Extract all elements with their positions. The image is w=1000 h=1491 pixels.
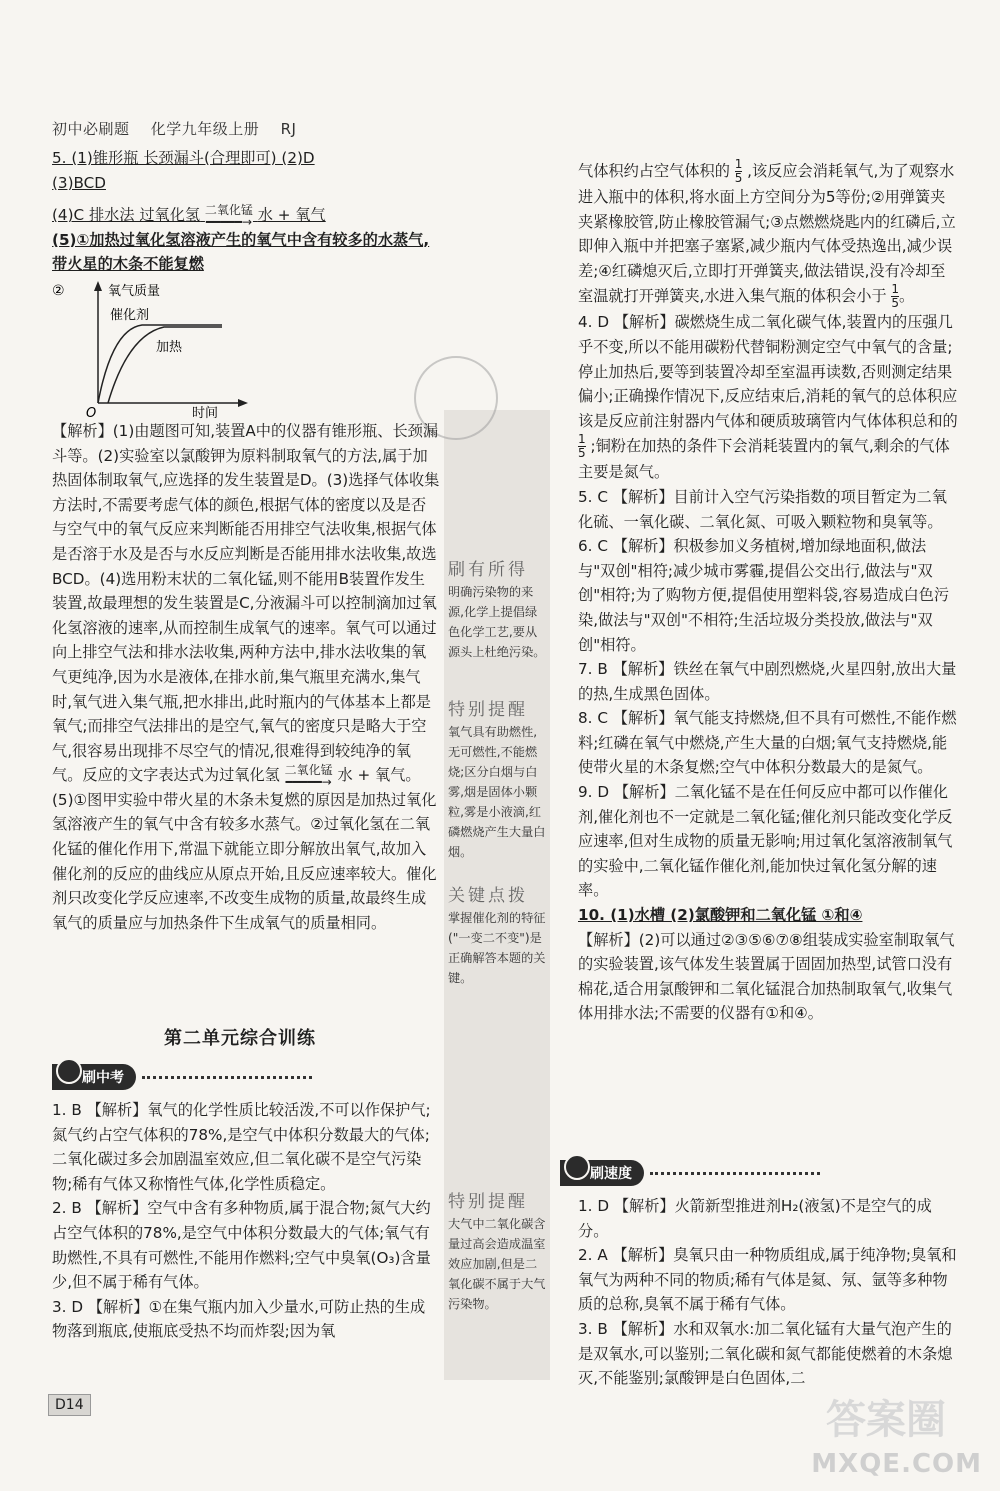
side-note-2 (448, 700, 548, 862)
origin-label: O (86, 405, 97, 419)
q5-answer-line3 (52, 203, 440, 228)
watermark-logo: 答案圈 (826, 1397, 946, 1443)
right-column (578, 158, 958, 1026)
fraction-one-fifth-3 (578, 433, 586, 460)
side-note-4 (448, 1192, 548, 1314)
y-axis-label: 氧气质量 (108, 283, 161, 299)
speed-answers (578, 1194, 958, 1391)
q5-analysis (52, 419, 440, 935)
catalyst-label: 二氧化锰 (204, 202, 253, 217)
tag-label: 刷速度 (560, 1160, 644, 1186)
analysis-catalyst: 二氧化锰 (284, 762, 333, 777)
oxygen-graph (52, 279, 440, 419)
q3-continued (578, 158, 958, 310)
frac-num: 1 (578, 432, 586, 447)
note-text: 大气中二氧化碳含量过高会造成温室效应加剧,但是二氧化碳不属于大气污染物。 (448, 1217, 546, 1311)
tag-label: 刷中考 (52, 1064, 136, 1090)
frac-num: 1 (734, 157, 743, 171)
speed-answer-1: 1. D 【解析】火箭新型推进剂H₂(液氢)不是空气的成分。 (578, 1197, 932, 1240)
q3-text-b: ,该反应会消耗氧气,为了观察水进入瓶中的体积,将水面上方空间分为5等份;②用弹簧夹夹紧橡胶管,防止橡胶管漏气;③点燃燃烧匙内的红磷后,立即伸入瓶中并把塞子塞紧,减少瓶内气体受热逸出,减少误差;④红磷熄灭后,立即打开弹簧夹,做法错误,没有冷却至室温就打开弹簧夹,水进入集气瓶的体积会小于 (578, 162, 956, 306)
section-tag-speed (560, 1160, 820, 1186)
catalyst-curve (98, 325, 222, 403)
side-note-1 (448, 560, 548, 662)
q4-text-b: ;铜粉在加热的条件下会消耗装置内的氧气,剩余的气体主要是氮气。 (578, 437, 950, 482)
exam-answers (52, 1098, 440, 1344)
answer-7: 7. B 【解析】铁丝在氧气中剧烈燃烧,火星四射,放出大量的热,生成黑色固体。 (578, 660, 957, 703)
fraction-one-fifth-2 (891, 283, 899, 310)
page-header (52, 118, 312, 139)
note-title: 关键点拨 (448, 886, 528, 906)
reaction-arrow: 二氧化锰 ━━━━━→ (204, 202, 253, 229)
note-text: 明确污染物的来源,化学上提倡绿色化学工艺,要从源头上杜绝污染。 (448, 585, 546, 659)
book-name: 初中必刷题 (52, 120, 130, 138)
graph-svg (52, 279, 252, 419)
q5-answer-line2: (3)BCD (52, 173, 106, 192)
analysis-reaction-arrow: 二氧化锰 ━━━━━→ (284, 762, 333, 789)
edition: RJ (280, 120, 297, 138)
fraction-one-fifth (735, 158, 743, 185)
note-text: 掌握催化剂的特征("一变二不变")是正确解答本题的关键。 (448, 911, 546, 985)
subject-name: 化学九年级上册 (150, 120, 260, 138)
watermark-site: MXQE.COM (811, 1449, 982, 1479)
note-text: 氧气具有助燃性,无可燃性,不能燃烧;区分白烟与白雾,烟是固体小颗粒,雾是小液滴,红磷燃烧产生大量白烟。 (448, 725, 546, 859)
q5-answer-line4: (5)①加热过氧化氢溶液产生的氧气中含有较多的水蒸气,带火星的木条不能复燃 (52, 230, 430, 274)
note-title: 刷有所得 (448, 560, 528, 580)
tag-divider (142, 1076, 312, 1079)
answer-9: 9. D 【解析】二氧化锰不是在任何反应中都可以作催化剂,催化剂也不一定就是二氧化锰;催化剂只能改变化学反应速率,但对生成物的质量无影响;用过氧化氢溶液制氧气的实验中,二氧化锰作催化剂,能加快过氧化氢分解的速率。 (578, 783, 953, 900)
left-column (52, 146, 440, 935)
curve-label-catalyst: 催化剂 (110, 307, 150, 323)
frac-num: 1 (891, 282, 900, 297)
x-axis-arrow (238, 399, 248, 407)
q5-reactant: (4)C 排水法 过氧化氢 (52, 206, 201, 225)
q5-products: 水 + 氧气 (257, 206, 326, 225)
heating-curve (108, 327, 222, 403)
analysis-text: 【解析】(1)由题图可知,装置A中的仪器有锥形瓶、长颈漏斗等。(2)实验室以氯酸钾为原料制取氧气的方法,属于加热固体制取氧气,应选择的发生装置是D。(3)选择气体收集方法时,不需要考虑气体的颜色,根据气体的密度以及是否与空气中的氧气反应来判断能否用排空气法收集,根据气体是否溶于水及是否与水反应判断是否能用排水法收集,故选BCD。(4)选用粉末状的二氧化锰,则不能用B装置作发生装置,故最理想的发生装置是C,分液漏斗可以控制滴加过氧化氢溶液的速率,从而控制生成氧气的速率。氧气可以通过向上排空气法和排水法收集,两种方法中,排水法收集的氧气更纯净,因为水是液体,在排水前,集气瓶里充满水,集气时,氧气进入集气瓶,把水排出,此时瓶内的气体基本上都是氧气;而排空气法排出的是空气,氧气的密度只是略大于空气,很容易出现排不尽空气的情况,很难得到较纯净的氧气。反应的文字表达式为过氧化氢 (52, 421, 440, 785)
note-title: 特别提醒 (448, 700, 528, 720)
answer-10: 10. (1)水槽 (2)氯酸钾和二氧化锰 ①和④ (578, 906, 863, 925)
curve-label-heating: 加热 (156, 339, 183, 355)
x-axis-label: 时间 (192, 405, 219, 419)
answer-1: 1. B 【解析】氧气的化学性质比较活泼,不可以作保护气;氮气约占空气体积的78%,是空气中体积分数最大的气体;二氧化碳过多会加剧温室效应,但二氧化碳不是空气污染物;稀有气体又称惰性气体,化学性质稳定。 (52, 1101, 431, 1193)
answer-8: 8. C 【解析】氧气能支持燃烧,但不具有可燃性,不能作燃料;红磷在氧气中燃烧,产生大量的白烟;氧气支持燃烧,能使带火星的木条复燃;空气中体积分数最大的是氮气。 (578, 709, 957, 777)
answer-10-analysis: 【解析】(2)可以通过②③⑤⑥⑦⑧组装成实验室制取氧气的实验装置,该气体发生装置属于固固加热型,试管口没有棉花,适合用氯酸钾和二氧化锰混合加热制取氧气,收集气体用排水法;不需要的仪器有①和④。 (578, 930, 955, 1023)
analysis-text-cont: 水 + 氧气。(5)①图甲实验中带火星的木条未复燃的原因是加热过氧化氢溶液产生的氧气中含有较多水蒸气。②过氧化氢在二氧化锰的催化作用下,常温下就能立即分解放出氧气,故加入催化剂的反应的曲线应从原点开始,且反应速率较大。催化剂只改变化学反应速率,不改变生成物的质量,故最终生成氧气的质量应与加热条件下生成氧气的质量相同。 (52, 766, 437, 932)
answer-6: 6. C 【解析】积极参加义务植树,增加绿地面积,做法与"双创"相符;减少城市雾霾,提倡公交出行,做法与"双创"相符;为了购物方便,提倡使用塑料袋,容易造成白色污染,做法与"双创"不相符;生活垃圾分类投放,做法与"双创"相符。 (578, 537, 950, 654)
section-tag-exam (52, 1064, 312, 1090)
unit-title: 第二单元综合训练 (164, 1028, 316, 1049)
frac-den: 5 (734, 171, 743, 185)
speed-answer-3: 3. B 【解析】水和双氧水:加二氧化锰有大量气泡产生的是双氧水,可以鉴别;二氧化碳和氮气都能使燃着的木条熄灭,不能鉴别;氯酸钾是白色固体,二 (578, 1319, 953, 1388)
q3-end: 。 (899, 287, 915, 306)
answer-5: 5. C 【解析】目前计入空气污染指数的项目暂定为二氧化硫、一氧化碳、二氧化氮、可吸入颗粒物和臭氧等。 (578, 487, 947, 531)
side-note-3 (448, 886, 548, 988)
y-axis-arrow (94, 281, 102, 291)
speed-answer-2: 2. A 【解析】臭氧只由一种物质组成,属于纯净物;臭氧和氧气为两种不同的物质;稀有气体是氦、氖、氩等多种物质的总称,臭氧不属于稀有气体。 (578, 1246, 957, 1314)
page-number: D14 (48, 1394, 91, 1416)
note-title: 特别提醒 (448, 1192, 528, 1212)
q3-text-a: 气体积约占空气体积的 (578, 162, 730, 180)
q4-text-a: 4. D 【解析】碳燃烧生成二氧化碳气体,装置内的压强几乎不变,所以不能用碳粉代替铜粉测定空气中氧气的含量;停止加热后,要等到装置冷却至室温再读数,否则测定结果偏小;正确操作情况下,反应结束后,消耗的氧气的总体积应该是反应前注射器内气体和硬质玻璃管内气体体积总和的 (578, 313, 958, 430)
graph-index: ② (52, 282, 65, 299)
frac-den: 5 (578, 446, 586, 461)
q5-answer-line1: 5. (1)锥形瓶 长颈漏斗(合理即可) (2)D (52, 149, 315, 167)
tag-divider (650, 1172, 820, 1175)
answer-3: 3. D 【解析】①在集气瓶内加入少量水,可防止热的生成物落到瓶底,使瓶底受热不均而炸裂;因为氧 (52, 1297, 426, 1341)
frac-den: 5 (891, 296, 900, 311)
answer-2: 2. B 【解析】空气中含有多种物质,属于混合物;氮气大约占空气体积的78%,是空气中体积分数最大的气体;氧气有助燃性,不具有可燃性,不能用作燃料;空气中臭氧(O₃)含量少,但不属于稀有气体。 (52, 1199, 431, 1292)
answer-4 (578, 310, 958, 485)
